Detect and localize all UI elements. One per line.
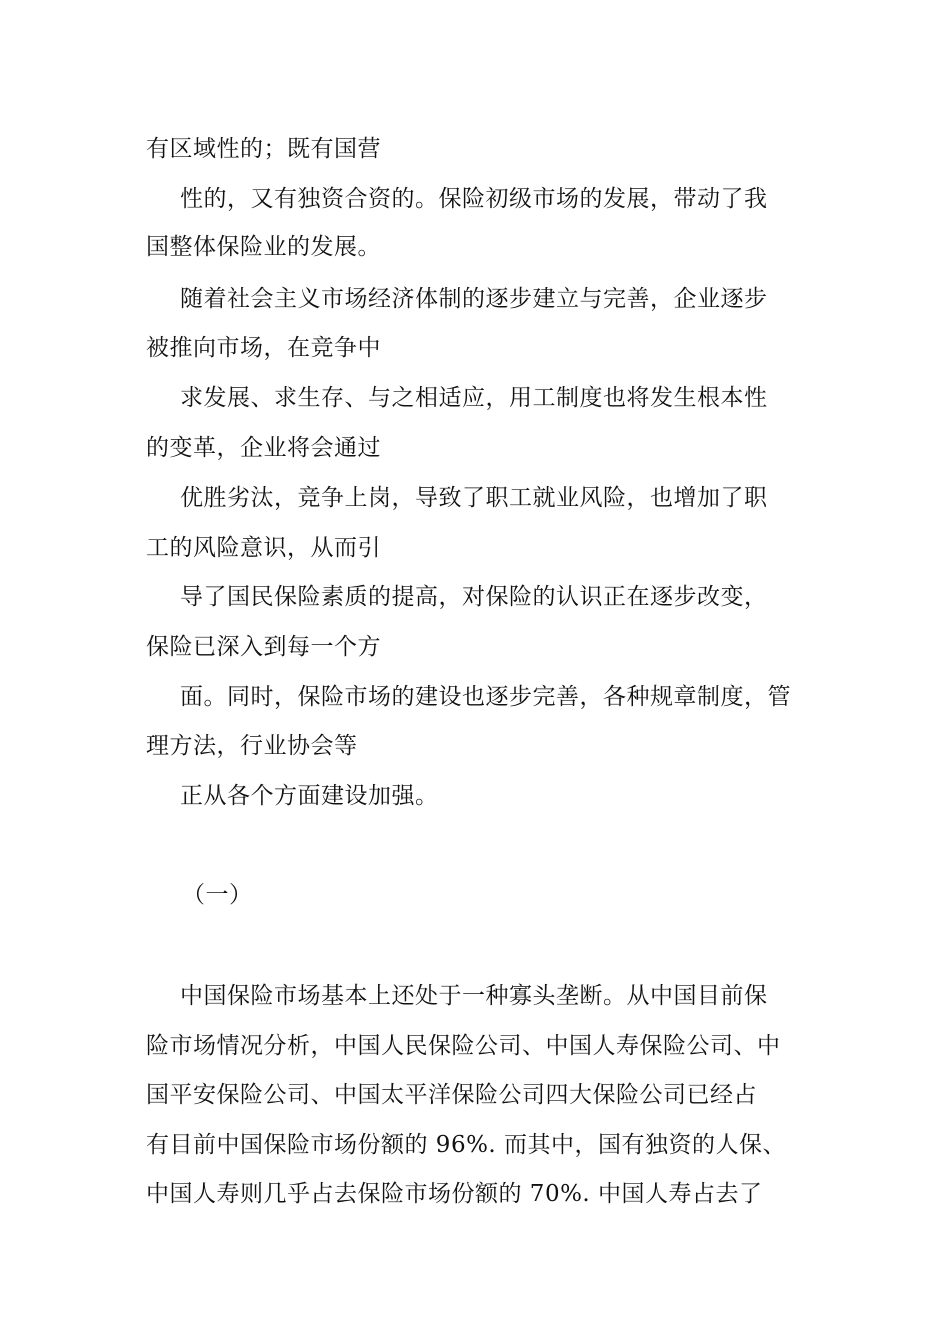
text-line: 正从各个方面建设加强。 [180, 783, 439, 809]
text-line: 求发展、求生存、与之相适应，用工制度也将发生根本性 [180, 385, 768, 411]
section-heading: （一） [182, 882, 253, 908]
text-line: 理方法，行业协会等 [146, 733, 358, 759]
text-line: 中国保险市场基本上还处于一种寡头垄断。从中国目前保 [180, 983, 768, 1009]
text-line: 保险已深入到每一个方 [146, 634, 381, 660]
text-line: 优胜劣汰，竞争上岗，导致了职工就业风险，也增加了职 [180, 485, 768, 511]
text-line: 有目前中国保险市场份额的 96%. 而其中，国有独资的人保、 [146, 1132, 787, 1158]
text-line: 险市场情况分析，中国人民保险公司、中国人寿保险公司、中 [146, 1033, 781, 1059]
text-line: 中国人寿则几乎占去保险市场份额的 70%. 中国人寿占去了 [146, 1181, 763, 1207]
text-line: 被推向市场，在竞争中 [146, 335, 381, 361]
text-line: 随着社会主义市场经济体制的逐步建立与完善，企业逐步 [180, 286, 768, 312]
text-line: 导了国民保险素质的提高，对保险的认识正在逐步改变， [180, 584, 768, 610]
text-line: 国整体保险业的发展。 [146, 234, 381, 260]
text-line: 面。同时，保险市场的建设也逐步完善，各种规章制度，管 [180, 684, 791, 710]
text-line: 有区域性的；既有国营 [146, 136, 381, 162]
text-line: 工的风险意识，从而引 [146, 535, 381, 561]
text-line: 性的，又有独资合资的。保险初级市场的发展，带动了我 [180, 186, 768, 212]
text-line: 国平安保险公司、中国太平洋保险公司四大保险公司已经占 [146, 1082, 757, 1108]
text-line: 的变革，企业将会通过 [146, 435, 381, 461]
